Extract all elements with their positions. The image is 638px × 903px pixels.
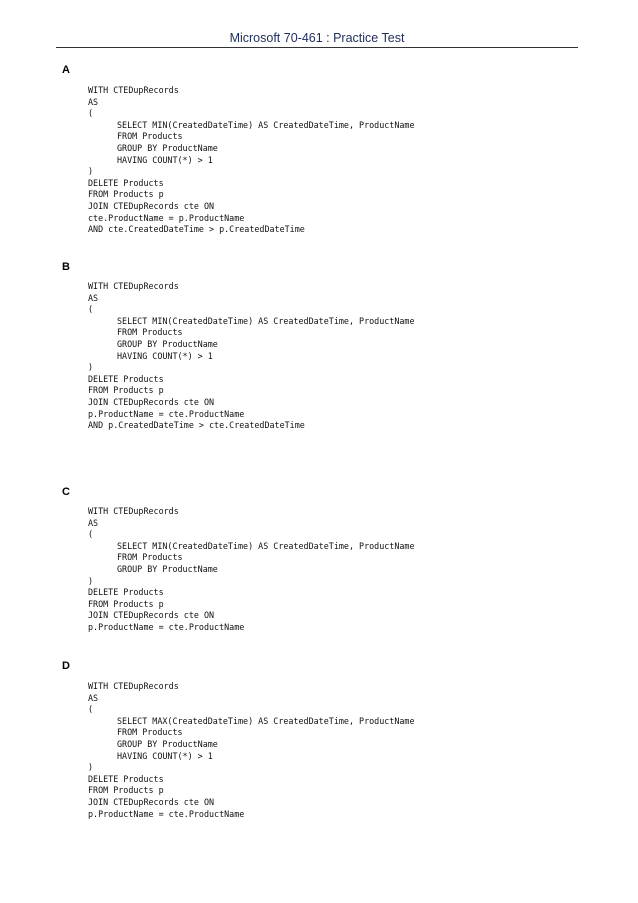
code-line: p.ProductName = cte.ProductName [88, 408, 245, 419]
code-line: SELECT MIN(CreatedDateTime) AS CreatedDateTime, ProductName [117, 315, 415, 326]
code-line: JOIN CTEDupRecords cte ON [88, 396, 215, 407]
code-line: FROM Products [117, 552, 183, 563]
option-a-label: A [62, 64, 70, 76]
code-line: cte.ProductName = p.ProductName [88, 212, 245, 223]
code-line: AS [88, 292, 99, 303]
code-line: ( [88, 304, 94, 315]
option-b-code [88, 281, 415, 432]
code-line: AS [88, 96, 99, 107]
code-line: FROM Products [117, 727, 183, 738]
option-d-code [88, 681, 415, 820]
code-line: ( [88, 704, 94, 715]
code-line: WITH CTEDupRecords [88, 85, 179, 95]
code-line: DELETE Products [88, 373, 164, 384]
code-line: ) [88, 362, 94, 373]
option-d-label: D [62, 660, 70, 672]
code-line: FROM Products p [88, 385, 164, 396]
code-line: AND p.CreatedDateTime > cte.CreatedDateTime [88, 420, 305, 431]
code-line: JOIN CTEDupRecords cte ON [88, 200, 215, 211]
code-line: DELETE Products [88, 587, 164, 598]
option-c-label: C [62, 486, 70, 498]
option-c-code [88, 506, 415, 634]
code-line: ) [88, 762, 94, 773]
page-header-title: Microsoft 70-461 : Practice Test [229, 31, 405, 45]
code-line: GROUP BY ProductName [117, 338, 218, 349]
code-line: p.ProductName = cte.ProductName [88, 621, 245, 632]
code-line: FROM Products p [88, 189, 164, 200]
code-line: ) [88, 575, 94, 586]
code-line: SELECT MIN(CreatedDateTime) AS CreatedDateTime, ProductName [117, 119, 415, 130]
code-line: FROM Products [117, 131, 183, 142]
code-line: WITH CTEDupRecords [88, 506, 179, 516]
code-line: SELECT MIN(CreatedDateTime) AS CreatedDateTime, ProductName [117, 540, 415, 551]
code-line: DELETE Products [88, 177, 164, 188]
code-line: SELECT MAX(CreatedDateTime) AS CreatedDateTime, ProductName [117, 715, 415, 726]
code-line: HAVING COUNT(*) > 1 [117, 350, 213, 361]
code-line: AS [88, 692, 99, 703]
code-line: p.ProductName = cte.ProductName [88, 808, 245, 819]
code-line: ) [88, 166, 94, 177]
code-line: FROM Products p [88, 598, 164, 609]
code-line: WITH CTEDupRecords [88, 281, 179, 291]
code-line: AND cte.CreatedDateTime > p.CreatedDateTime [88, 224, 305, 235]
code-line: GROUP BY ProductName [117, 738, 218, 749]
code-line: HAVING COUNT(*) > 1 [117, 154, 213, 165]
option-a-code [88, 85, 415, 236]
code-line: WITH CTEDupRecords [88, 681, 179, 691]
code-line: GROUP BY ProductName [117, 563, 218, 574]
code-line: FROM Products [117, 327, 183, 338]
code-line: ( [88, 529, 94, 540]
code-line: JOIN CTEDupRecords cte ON [88, 796, 215, 807]
code-line: DELETE Products [88, 773, 164, 784]
code-line: FROM Products p [88, 785, 164, 796]
code-line: AS [88, 517, 99, 528]
code-line: HAVING COUNT(*) > 1 [117, 750, 213, 761]
code-line: JOIN CTEDupRecords cte ON [88, 610, 215, 621]
code-line: ( [88, 108, 94, 119]
code-line: GROUP BY ProductName [117, 142, 218, 153]
option-b-label: B [62, 261, 70, 273]
header-divider [56, 47, 578, 48]
